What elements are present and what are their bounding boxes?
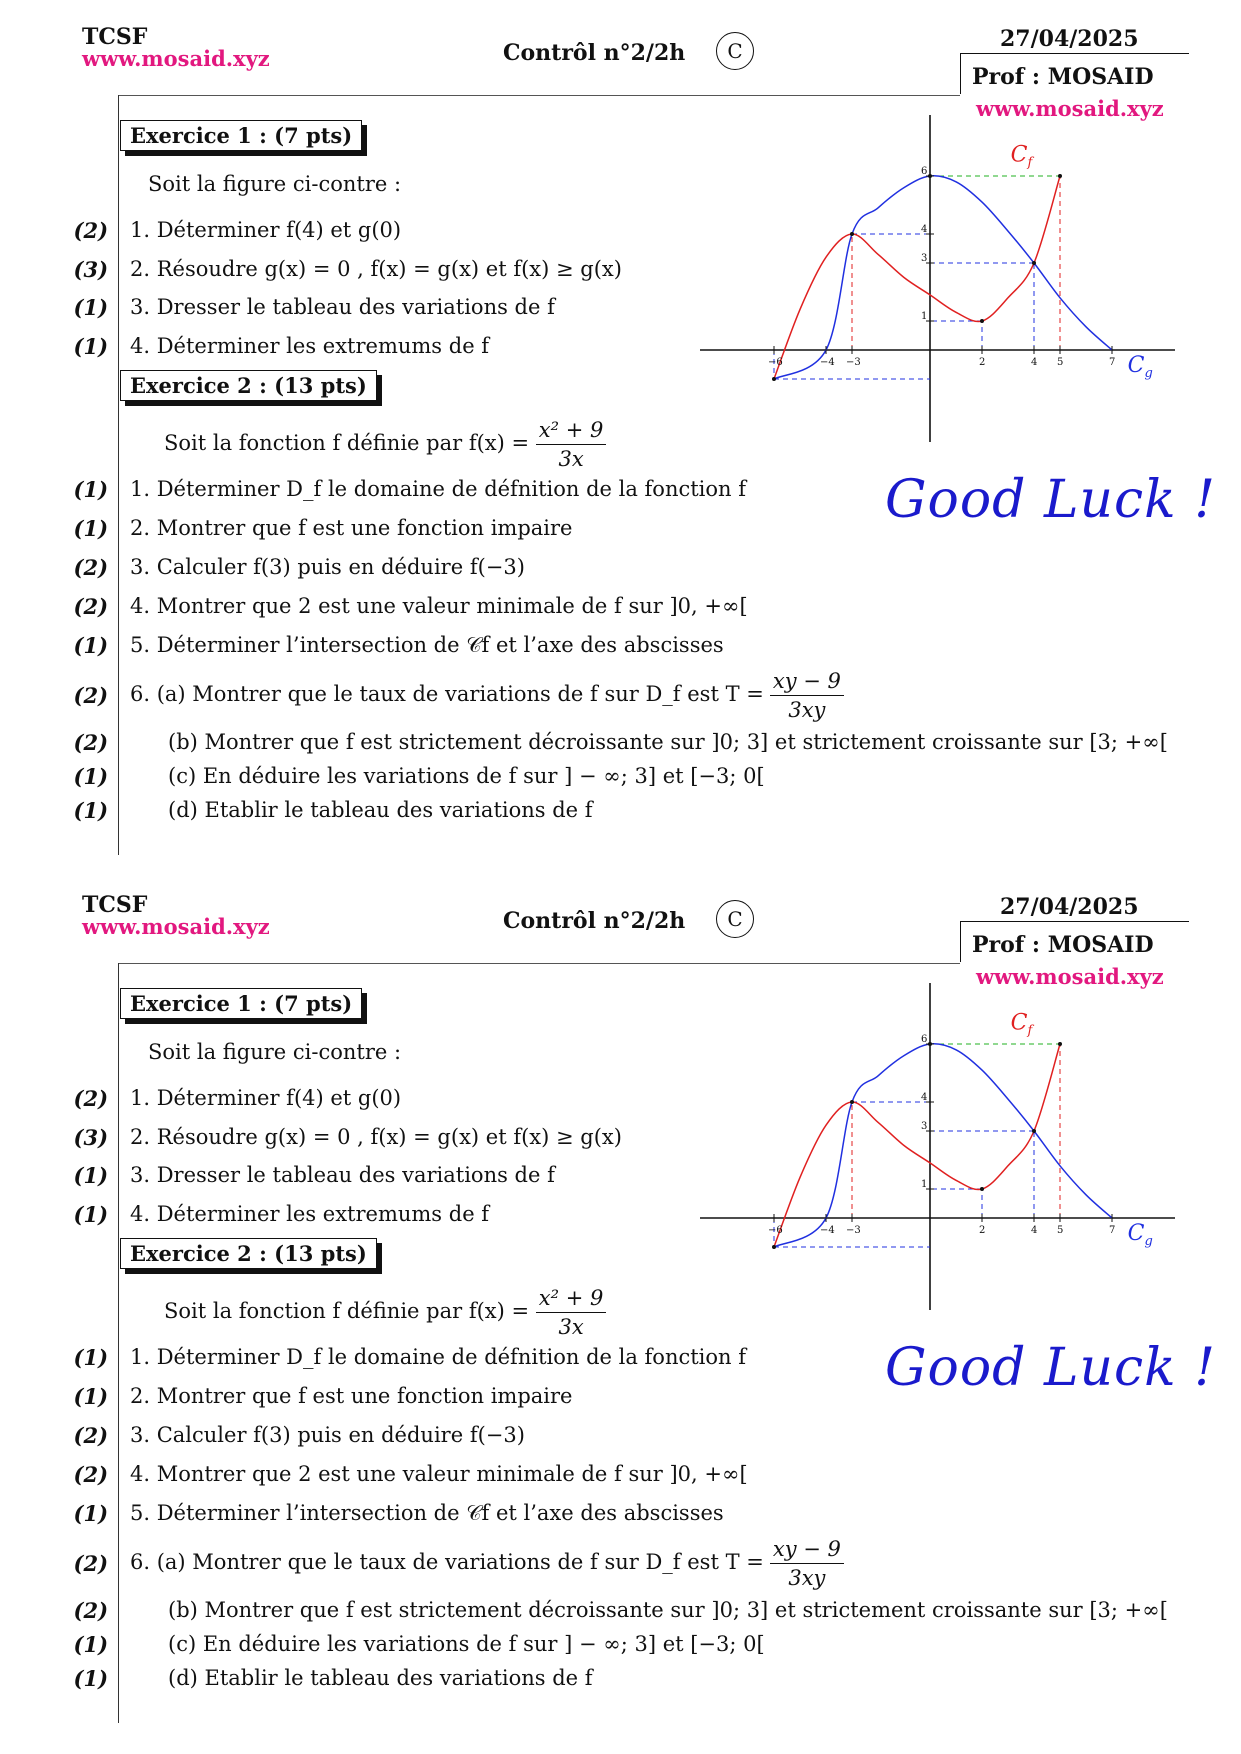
- key-point: [850, 232, 854, 236]
- key-point: [1032, 1129, 1036, 1133]
- question-item: 1. Déterminer f(4) et g(0): [130, 1086, 402, 1110]
- exam-title: Contrôl n°2/2h: [503, 908, 686, 934]
- good-luck-text: Good Luck !: [885, 1338, 1217, 1398]
- y-tick-label: 4: [921, 1092, 928, 1103]
- points-label: (1): [73, 1345, 108, 1370]
- exercise2-intro: [164, 1286, 606, 1339]
- key-point: [980, 1187, 984, 1191]
- cg-label: $C_g$: [1127, 353, 1153, 381]
- exercise2-intro: [164, 418, 606, 471]
- y-tick-label: 6: [921, 166, 928, 177]
- points-label: (1): [73, 1202, 108, 1227]
- question-text: 2. Montrer que f est une fonction impaire: [130, 1384, 573, 1408]
- question-item: 4. Déterminer les extremums de f: [130, 334, 490, 358]
- cf-label: $C_f$: [1011, 143, 1035, 171]
- function-graph: [700, 978, 1185, 1318]
- question-item: 3. Dresser le tableau des variations de f: [130, 1163, 555, 1187]
- website-link-2[interactable]: www.mosaid.xyz: [976, 96, 1164, 121]
- points-label: (2): [73, 1423, 108, 1448]
- good-luck-text: Good Luck !: [885, 470, 1217, 530]
- points-label: (1): [73, 764, 108, 789]
- prof-name: Prof : MOSAID: [972, 64, 1154, 90]
- website-link[interactable]: www.mosaid.xyz: [82, 914, 270, 939]
- question-item: [130, 1345, 746, 1369]
- points-label: (2): [73, 1462, 108, 1487]
- exam-date: 27/04/2025: [1000, 894, 1139, 920]
- question-item: [130, 1384, 572, 1408]
- points-label: (1): [73, 334, 108, 359]
- question-item: [130, 516, 572, 540]
- cf-label: $C_f$: [1011, 1011, 1035, 1039]
- header-divider: [118, 95, 960, 96]
- series-cf-curve: [774, 1044, 1060, 1247]
- question-item: [130, 633, 724, 658]
- key-point: [850, 1100, 854, 1104]
- question-text: 4. Montrer que 2 est une valeur minimale de f sur ]0, +∞[: [130, 594, 748, 618]
- y-tick-label: 1: [921, 1179, 928, 1190]
- question-item: [130, 477, 746, 501]
- points-label: (1): [73, 477, 108, 502]
- y-tick-label: 6: [921, 1034, 928, 1045]
- question-text: (b) Montrer que f est strictement décroissante sur ]0; 3] et strictement croissante sur [3; +∞[: [168, 730, 1168, 754]
- x-tick-label: 4: [1031, 357, 1038, 368]
- x-tick-label: 2: [979, 357, 986, 368]
- question-text: 5. Déterminer l’intersection de 𝒞f et l’axe des abscisses: [130, 1501, 724, 1525]
- y-tick-label: 3: [921, 253, 928, 264]
- question-item: [168, 1598, 1168, 1622]
- question-item: [130, 1462, 748, 1486]
- x-tick-label: 5: [1057, 357, 1064, 368]
- points-label: (1): [73, 633, 108, 658]
- fraction-numerator: x² + 9: [536, 1286, 607, 1313]
- question-item: [130, 555, 525, 579]
- series-cg-curve: [774, 176, 1112, 379]
- points-label: (1): [73, 1384, 108, 1409]
- fraction-numerator: xy − 9: [770, 1537, 844, 1564]
- points-label: (2): [73, 1598, 108, 1623]
- x-tick-label: −3: [846, 357, 861, 368]
- points-label: (2): [73, 594, 108, 619]
- fraction-denominator: 3xy: [788, 1566, 826, 1590]
- key-point: [772, 1245, 776, 1249]
- exam-date: 27/04/2025: [1000, 26, 1139, 52]
- prof-name: Prof : MOSAID: [972, 932, 1154, 958]
- points-label: (2): [73, 730, 108, 755]
- margin-rule: [118, 963, 119, 1723]
- question-text: (d) Etablir le tableau des variations de f: [168, 1666, 593, 1690]
- question-item: [130, 1537, 844, 1590]
- question-text: 3. Calculer f(3) puis en déduire f(−3): [130, 1423, 525, 1447]
- fraction: [536, 1286, 607, 1339]
- points-label: (2): [73, 683, 108, 708]
- question-item: [130, 1501, 724, 1526]
- fraction: [770, 669, 844, 722]
- fraction: [536, 418, 607, 471]
- question-item: [168, 1632, 765, 1656]
- x-tick-label: −4: [820, 357, 835, 368]
- question-item: 4. Déterminer les extremums de f: [130, 1202, 490, 1226]
- question-item: [130, 1423, 525, 1447]
- exercise1-intro: Soit la figure ci-contre :: [148, 1040, 402, 1064]
- school-name: TCSF: [82, 24, 148, 50]
- question-text: (d) Etablir le tableau des variations de f: [168, 798, 593, 822]
- fraction-denominator: 3x: [558, 1315, 584, 1339]
- question-text: (b) Montrer que f est strictement décroissante sur ]0; 3] et strictement croissante sur [3; +∞[: [168, 1598, 1168, 1622]
- points-label: (2): [73, 555, 108, 580]
- exam-copy-2: [0, 868, 1241, 1745]
- question-text: 1. Déterminer D_f le domaine de défnition de la fonction f: [130, 1345, 747, 1369]
- question-item: 2. Résoudre g(x) = 0 , f(x) = g(x) et f(x) ≥ g(x): [130, 1125, 622, 1149]
- question-item: [130, 669, 844, 722]
- fraction-numerator: x² + 9: [536, 418, 607, 445]
- fraction-denominator: 3xy: [788, 698, 826, 722]
- question-text: 6. (a) Montrer que le taux de variations de f sur D_f est T =: [130, 682, 764, 706]
- y-tick-label: 4: [921, 224, 928, 235]
- y-tick-label: 3: [921, 1121, 928, 1132]
- fraction-denominator: 3x: [558, 447, 584, 471]
- points-label: (2): [73, 1551, 108, 1576]
- x-tick-label: 4: [1031, 1225, 1038, 1236]
- exercise1-heading: Exercice 1 : (7 pts): [120, 988, 362, 1019]
- points-label: (2): [73, 1086, 108, 1111]
- website-link[interactable]: www.mosaid.xyz: [82, 46, 270, 71]
- question-text: 3. Calculer f(3) puis en déduire f(−3): [130, 555, 525, 579]
- x-tick-label: 5: [1057, 1225, 1064, 1236]
- points-label: (3): [73, 257, 108, 282]
- version-badge: C: [716, 900, 754, 938]
- x-tick-label: −6: [768, 357, 783, 368]
- question-text: (c) En déduire les variations de f sur ] − ∞; 3] et [−3; 0[: [168, 764, 765, 788]
- question-item: 3. Dresser le tableau des variations de f: [130, 295, 555, 319]
- key-point: [1058, 174, 1062, 178]
- question-text: 5. Déterminer l’intersection de 𝒞f et l’axe des abscisses: [130, 633, 724, 657]
- key-point: [980, 319, 984, 323]
- points-label: (1): [73, 295, 108, 320]
- series-cf-curve: [774, 176, 1060, 379]
- version-badge: C: [716, 32, 754, 70]
- fraction-numerator: xy − 9: [770, 669, 844, 696]
- y-tick-label: 1: [921, 311, 928, 322]
- cf-label-sub: f: [1027, 155, 1033, 171]
- points-label: (1): [73, 1666, 108, 1691]
- question-item: 2. Résoudre g(x) = 0 , f(x) = g(x) et f(x) ≥ g(x): [130, 257, 622, 281]
- website-link-2[interactable]: www.mosaid.xyz: [976, 964, 1164, 989]
- question-item: [168, 1666, 593, 1690]
- x-tick-label: 2: [979, 1225, 986, 1236]
- points-label: (1): [73, 1632, 108, 1657]
- exercise2-intro-text: Soit la fonction f définie par f(x) =: [164, 1299, 530, 1323]
- points-label: (1): [73, 798, 108, 823]
- question-item: [168, 764, 765, 788]
- exercise2-intro-text: Soit la fonction f définie par f(x) =: [164, 431, 530, 455]
- x-tick-label: 7: [1109, 1225, 1116, 1236]
- points-label: (2): [73, 218, 108, 243]
- cg-label-sub: g: [1144, 1234, 1153, 1249]
- cf-label-sub: f: [1027, 1023, 1033, 1039]
- question-text: (c) En déduire les variations de f sur ] − ∞; 3] et [−3; 0[: [168, 1632, 765, 1656]
- cg-label-sub: g: [1144, 366, 1153, 381]
- question-text: 1. Déterminer D_f le domaine de défnition de la fonction f: [130, 477, 747, 501]
- function-graph: [700, 110, 1185, 450]
- exam-title: Contrôl n°2/2h: [503, 40, 686, 66]
- question-item: [168, 730, 1168, 754]
- key-point: [1058, 1042, 1062, 1046]
- x-tick-label: −6: [768, 1225, 783, 1236]
- question-item: [168, 798, 593, 822]
- fraction: [770, 1537, 844, 1590]
- question-item: 1. Déterminer f(4) et g(0): [130, 218, 402, 242]
- question-text: 4. Montrer que 2 est une valeur minimale de f sur ]0, +∞[: [130, 1462, 748, 1486]
- exercise2-heading: Exercice 2 : (13 pts): [120, 370, 377, 401]
- question-text: 6. (a) Montrer que le taux de variations de f sur D_f est T =: [130, 1550, 764, 1574]
- exercise1-heading: Exercice 1 : (7 pts): [120, 120, 362, 151]
- question-item: [130, 594, 748, 618]
- key-point: [1032, 261, 1036, 265]
- exercise2-heading: Exercice 2 : (13 pts): [120, 1238, 377, 1269]
- x-tick-label: 7: [1109, 357, 1116, 368]
- points-label: (1): [73, 1163, 108, 1188]
- points-label: (3): [73, 1125, 108, 1150]
- exercise1-intro: Soit la figure ci-contre :: [148, 172, 402, 196]
- x-tick-label: −4: [820, 1225, 835, 1236]
- header-divider: [118, 963, 960, 964]
- points-label: (1): [73, 1501, 108, 1526]
- key-point: [772, 377, 776, 381]
- series-cg-curve: [774, 1044, 1112, 1247]
- question-text: 2. Montrer que f est une fonction impaire: [130, 516, 573, 540]
- cg-label: $C_g$: [1127, 1221, 1153, 1249]
- margin-rule: [118, 95, 119, 855]
- school-name: TCSF: [82, 892, 148, 918]
- points-label: (1): [73, 516, 108, 541]
- x-tick-label: −3: [846, 1225, 861, 1236]
